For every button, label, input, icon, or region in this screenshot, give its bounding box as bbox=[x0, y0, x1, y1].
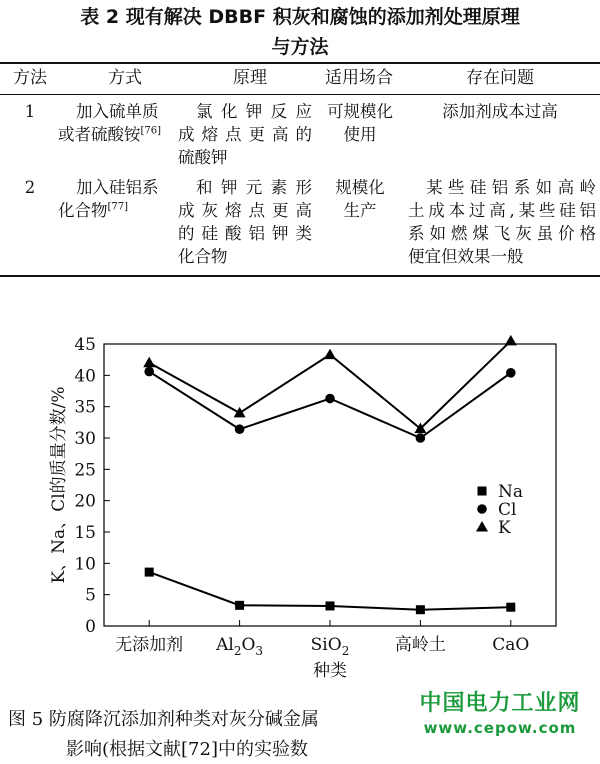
row-2-id: 2 bbox=[24, 178, 36, 197]
y-tick-label: 15 bbox=[74, 523, 96, 543]
y-tick-label: 30 bbox=[74, 429, 96, 449]
row-2-principle-line: 成灰熔点更高 bbox=[178, 201, 312, 220]
row-2-scenario-line: 生产 bbox=[343, 201, 377, 220]
table-top-rule bbox=[0, 62, 600, 64]
row-1-principle bbox=[178, 100, 312, 169]
row-2-issue-line: 系如燃煤飞灰虽价格 bbox=[408, 224, 596, 243]
legend-label-na: Na bbox=[498, 482, 524, 502]
point-cl bbox=[235, 424, 245, 434]
series-line-cl bbox=[149, 372, 511, 438]
header-method-id: 方法 bbox=[13, 68, 47, 88]
row-2-method-line: 加入硅铝系 bbox=[76, 178, 159, 197]
y-tick-label: 35 bbox=[74, 397, 96, 418]
figure-caption-continued: 影响(根据文献[72]中的实验数 bbox=[66, 739, 308, 760]
point-na bbox=[326, 601, 335, 610]
point-na bbox=[235, 601, 244, 610]
row-1-method bbox=[58, 100, 182, 146]
y-tick-label: 20 bbox=[74, 491, 96, 512]
row-2-principle bbox=[178, 176, 312, 268]
x-tick-label: 无添加剂 bbox=[115, 635, 184, 655]
row-1-issue bbox=[410, 100, 590, 123]
point-cl bbox=[325, 394, 335, 404]
row-1-id: 1 bbox=[24, 102, 36, 121]
x-tick-label: 高岭土 bbox=[394, 635, 446, 655]
row-1-method-ref: [76] bbox=[140, 125, 162, 137]
row-2-issue bbox=[408, 176, 596, 268]
row-1-principle-line: 成熔点更高的 bbox=[178, 125, 312, 144]
y-axis-title: K、Na、Cl的质量分数/% bbox=[49, 386, 69, 584]
point-k bbox=[143, 357, 155, 368]
point-na bbox=[416, 605, 425, 614]
row-1-scenario-line: 可规模化 bbox=[327, 102, 393, 121]
row-2-method bbox=[58, 176, 182, 222]
y-tick-label: 45 bbox=[74, 335, 96, 355]
row-2-issue-line: 土成本过高,某些硅铝 bbox=[408, 201, 596, 220]
row-1-principle-line: 氯化钾反应 bbox=[196, 102, 312, 121]
row-1-principle-line: 硫酸钾 bbox=[178, 148, 228, 167]
x-axis-title: 种类 bbox=[313, 661, 347, 681]
point-k bbox=[234, 407, 246, 418]
legend-marker-cl bbox=[477, 504, 487, 514]
row-2-principle-line: 化合物 bbox=[178, 247, 228, 266]
row-2-issue-line: 某些硅铝系如高岭 bbox=[426, 178, 596, 197]
header-approach: 方式 bbox=[108, 68, 142, 88]
row-2-principle-line: 的硅酸铝钾类 bbox=[178, 224, 312, 243]
point-k bbox=[505, 335, 517, 346]
row-1-scenario bbox=[316, 100, 404, 146]
legend-marker-k bbox=[476, 521, 488, 532]
table-caption: 表 2 现有解决 DBBF 积灰和腐蚀的添加剂处理原理 bbox=[80, 6, 520, 28]
point-cl bbox=[144, 367, 154, 377]
watermark-url: www.cepow.com bbox=[423, 719, 577, 737]
point-cl bbox=[506, 368, 516, 378]
x-tick-label: SiO$_2$ bbox=[310, 635, 350, 658]
watermark bbox=[400, 690, 600, 738]
row-1-method-line: 或者硫酸铵 bbox=[58, 125, 141, 144]
point-na bbox=[145, 568, 154, 577]
y-tick-label: 40 bbox=[74, 366, 96, 387]
x-tick-label: CaO bbox=[492, 635, 530, 655]
row-2-method-ref: [77] bbox=[107, 201, 129, 213]
point-cl bbox=[416, 433, 426, 443]
row-2-principle-line: 和钾元素形 bbox=[196, 178, 312, 197]
row-1-scenario-line: 使用 bbox=[343, 125, 377, 144]
header-principle: 原理 bbox=[233, 68, 267, 88]
legend-label-cl: Cl bbox=[498, 500, 517, 520]
table-caption-continued: 与方法 bbox=[271, 36, 329, 58]
watermark-site-name: 中国电力工业网 bbox=[419, 691, 581, 716]
legend-marker-na bbox=[478, 487, 487, 496]
header-scenario: 适用场合 bbox=[325, 68, 393, 88]
x-tick-label: $Al_2O_3$ bbox=[216, 635, 264, 658]
row-2-method-line: 化合物 bbox=[58, 201, 108, 220]
y-tick-label: 10 bbox=[74, 554, 96, 575]
table-header-rule bbox=[0, 94, 600, 95]
table-bottom-rule bbox=[0, 275, 600, 277]
row-1-method-line: 加入硫单质 bbox=[76, 102, 159, 121]
figure-caption: 图 5 防腐降沉添加剂种类对灰分碱金属 bbox=[8, 709, 319, 730]
y-tick-label: 0 bbox=[85, 617, 96, 637]
row-1-issue-line: 添加剂成本过高 bbox=[442, 102, 558, 121]
y-tick-label: 5 bbox=[85, 585, 96, 606]
point-na bbox=[506, 603, 515, 612]
row-2-scenario-line: 规模化 bbox=[335, 178, 385, 197]
row-2-issue-line: 便宜但效果一般 bbox=[408, 247, 524, 266]
point-k bbox=[324, 349, 336, 360]
alkali-content-line-chart bbox=[0, 300, 600, 700]
row-2-scenario bbox=[316, 176, 404, 222]
legend-label-k: K bbox=[498, 518, 511, 538]
header-issue: 存在问题 bbox=[466, 68, 534, 88]
y-tick-label: 25 bbox=[74, 460, 96, 481]
